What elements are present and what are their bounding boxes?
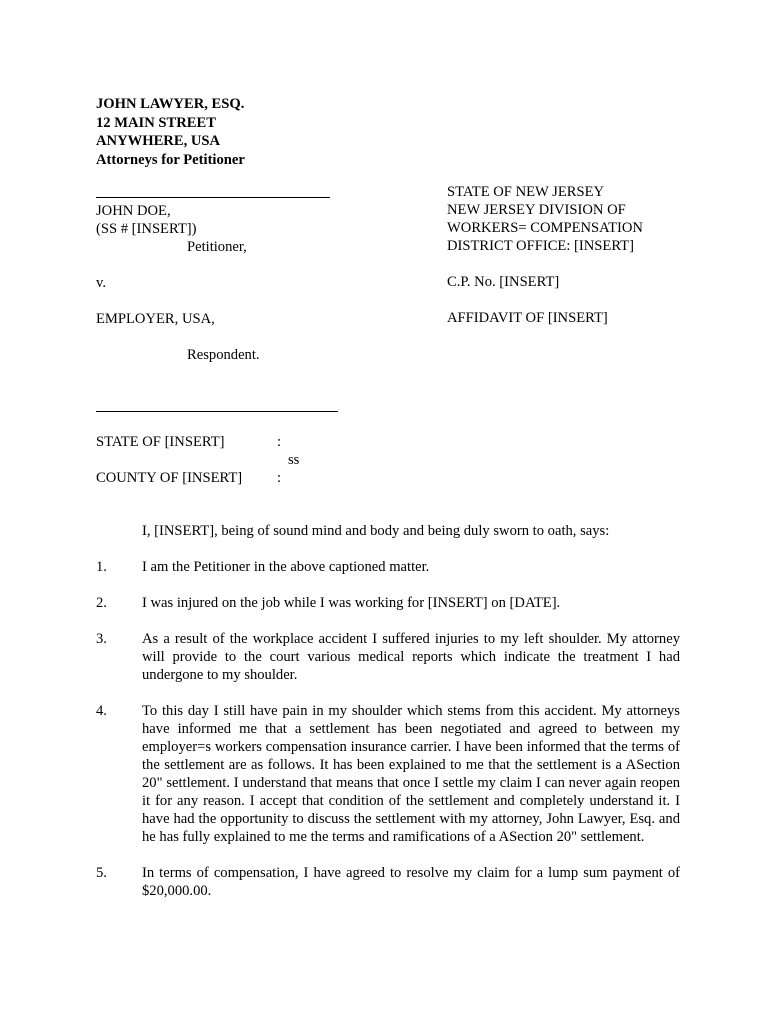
numbered-paragraph <box>96 864 680 900</box>
petitioner-name: JOHN DOE, <box>96 203 171 219</box>
court-line: NEW JERSEY DIVISION OF <box>447 202 626 218</box>
attorney-street: 12 MAIN STREET <box>96 114 217 131</box>
document-title: AFFIDAVIT OF [INSERT] <box>447 310 608 326</box>
petitioner-label: Petitioner, <box>187 239 247 255</box>
versus: v. <box>96 275 106 291</box>
paragraph-number: 3. <box>96 631 107 647</box>
court-line: WORKERS= COMPENSATION <box>447 220 643 236</box>
venue-state: STATE OF [INSERT] <box>96 434 225 450</box>
paragraph-number: 1. <box>96 559 107 575</box>
paragraph-text: I was injured on the job while I was working for [INSERT] on [DATE]. <box>142 595 561 611</box>
numbered-paragraph <box>96 630 680 684</box>
petitioner-ss: (SS # [INSERT]) <box>96 221 197 237</box>
respondent-label: Respondent. <box>187 347 260 363</box>
paragraph-text: I am the Petitioner in the above captioned matter. <box>142 559 430 575</box>
attorney-role: Attorneys for Petitioner <box>96 151 245 168</box>
affidavit-intro: I, [INSERT], being of sound mind and body and being duly sworn to oath, says: <box>142 523 610 539</box>
paragraph-text: To this day I still have pain in my shoulder which stems from this accident. My attorneys have informed me that a settlement has been negotiated and agreed to between my employer=s workers compensation insurance carrier. I have been informed that the terms of the settlement are as follows. It has been explained to me that the settlement is a ASection 20" settlement. I understand that means that once I settle my claim I can never again reopen it for any reason. I accept that condition of the settlement and completely understand it. I have had the opportunity to discuss the settlement with my attorney, John Lawyer, Esq. and he has fully explained to me the terms and ramifications of a ASection 20" settlement. <box>142 703 680 845</box>
caption-court <box>447 183 643 327</box>
caption-signature-rule <box>96 183 330 198</box>
affidavit-body <box>96 522 680 918</box>
venue-colon: : <box>277 434 282 450</box>
venue-ss: ss <box>288 452 300 468</box>
caption-parties <box>96 183 356 364</box>
cp-number: C.P. No. [INSERT] <box>447 274 560 290</box>
respondent-name: EMPLOYER, USA, <box>96 311 215 327</box>
attorney-name: JOHN LAWYER, ESQ. <box>96 96 245 112</box>
paragraph-number: 2. <box>96 595 107 611</box>
paragraph-number: 5. <box>96 865 107 881</box>
venue-county: COUNTY OF [INSERT] <box>96 470 243 486</box>
numbered-paragraph <box>96 594 680 612</box>
paragraph-text: As a result of the workplace accident I suffered injuries to my left shoulder. My attorney will provide to the court various medical reports which indicate the treatment I had undergone to my shoulder. <box>142 631 680 683</box>
court-line: STATE OF NEW JERSEY <box>447 184 605 200</box>
paragraph-text: In terms of compensation, I have agreed to resolve my claim for a lump sum payment of $20,000.00. <box>142 865 680 899</box>
numbered-paragraph <box>96 558 680 576</box>
venue-colon: : <box>277 470 282 486</box>
attorney-block <box>96 95 245 169</box>
court-line: DISTRICT OFFICE: [INSERT] <box>447 238 634 254</box>
paragraph-number: 4. <box>96 703 107 719</box>
venue-block <box>96 433 496 487</box>
caption-divider <box>96 411 338 412</box>
numbered-paragraph <box>96 702 680 846</box>
attorney-city: ANYWHERE, USA <box>96 133 221 149</box>
